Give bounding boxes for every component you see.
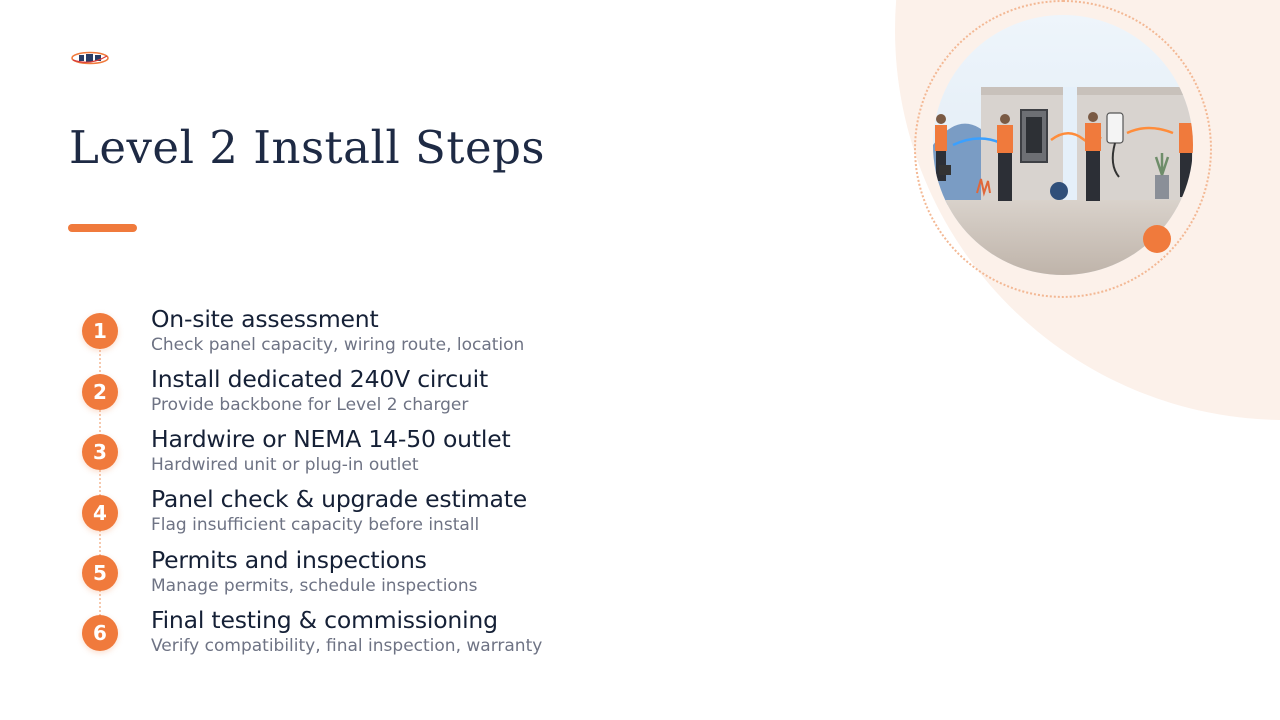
step-title: Panel check & upgrade estimate	[151, 485, 527, 513]
step-title: Final testing & commissioning	[151, 606, 498, 634]
step-number-badge: 2	[82, 374, 118, 410]
step-title: Permits and inspections	[151, 546, 427, 574]
step-description: Verify compatibility, final inspection, warranty	[151, 636, 543, 656]
step-title: Hardwire or NEMA 14-50 outlet	[151, 425, 511, 453]
step-number-badge: 3	[82, 434, 118, 470]
step-description: Flag insufficient capacity before install	[151, 515, 480, 535]
title-accent-bar	[68, 224, 137, 232]
step-number-badge: 1	[82, 313, 118, 349]
step-title: Install dedicated 240V circuit	[151, 365, 488, 393]
step-description: Provide backbone for Level 2 charger	[151, 395, 469, 415]
step-description: Check panel capacity, wiring route, location	[151, 335, 525, 355]
page-title: Level 2 Install Steps	[69, 121, 545, 174]
step-description: Manage permits, schedule inspections	[151, 576, 478, 596]
step-number-badge: 5	[82, 555, 118, 591]
step-number-badge: 6	[82, 615, 118, 651]
step-number-badge: 4	[82, 495, 118, 531]
step-description: Hardwired unit or plug-in outlet	[151, 455, 419, 475]
accent-dot	[1143, 225, 1171, 253]
step-title: On-site assessment	[151, 305, 379, 333]
